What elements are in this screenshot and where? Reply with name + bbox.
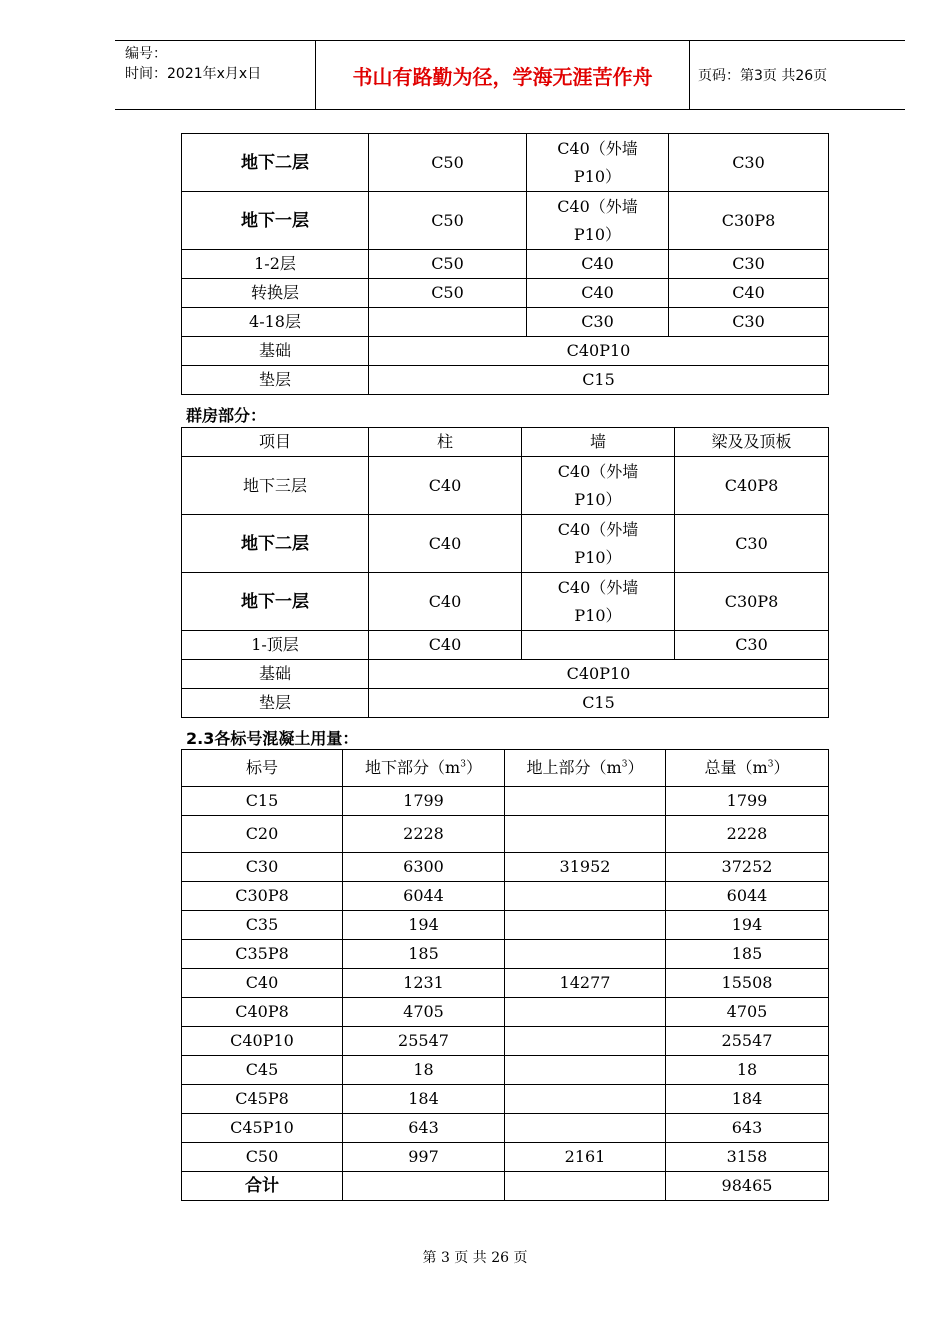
beam-grade: C30 <box>669 134 829 192</box>
wall-grade: C30 <box>527 308 669 337</box>
table-header-row <box>182 428 829 457</box>
volume-cell: 98465 <box>666 1172 829 1201</box>
table-row <box>182 689 829 718</box>
header-cell: 标号 <box>182 750 343 787</box>
wall-grade: C40（外墙 P10） <box>527 192 669 250</box>
table-row <box>182 1027 829 1056</box>
volume-cell <box>505 1172 666 1201</box>
header-cell: 墙 <box>522 428 675 457</box>
wall-grade: C40（外墙 P10） <box>522 515 675 573</box>
volume-cell <box>505 1056 666 1085</box>
table-row <box>182 853 829 882</box>
column-grade: C50 <box>369 192 527 250</box>
page-footer: 第 3 页 共 26 页 <box>422 1250 528 1266</box>
concrete-usage-table <box>181 749 829 1201</box>
table-row <box>182 1085 829 1114</box>
header-cell: 地上部分$(m^3)$ <box>505 750 666 787</box>
table-row <box>182 787 829 816</box>
header-motto: 书山有路勤为径，学海无涯苦作舟 <box>316 41 690 109</box>
grade-label: C40 <box>182 969 343 998</box>
grade-label: C20 <box>182 816 343 853</box>
column-grade: C50 <box>369 279 527 308</box>
floor-label: 1-2层 <box>182 250 369 279</box>
table-row <box>182 308 829 337</box>
volume-cell: 6300 <box>343 853 505 882</box>
document-time: 时间：2021年x月x日 <box>125 66 262 82</box>
page-header <box>115 40 905 110</box>
wall-grade: C40（外墙 P10） <box>527 134 669 192</box>
volume-cell: 3158 <box>666 1143 829 1172</box>
table-row <box>182 573 829 631</box>
volume-cell: 194 <box>343 911 505 940</box>
volume-cell: 6044 <box>343 882 505 911</box>
floor-label: 地下一层 <box>182 192 369 250</box>
table-row <box>182 816 829 853</box>
floor-label: 转换层 <box>182 279 369 308</box>
volume-cell: 4705 <box>666 998 829 1027</box>
beam-grade: C30 <box>669 250 829 279</box>
merged-grade: C15 <box>369 689 829 718</box>
header-cell: 梁及及顶板 <box>675 428 829 457</box>
table-row <box>182 366 829 395</box>
section-heading-usage: 2.3各标号混凝土用量： <box>186 729 359 748</box>
header-cell: 项目 <box>182 428 369 457</box>
volume-cell: 18 <box>666 1056 829 1085</box>
table-row <box>182 969 829 998</box>
volume-cell: 194 <box>666 911 829 940</box>
beam-grade: C30 <box>669 308 829 337</box>
beam-grade: C30P8 <box>669 192 829 250</box>
volume-cell: 185 <box>666 940 829 969</box>
column-grade: C40 <box>369 457 522 515</box>
wall-grade: C40 <box>527 250 669 279</box>
volume-cell: 1799 <box>666 787 829 816</box>
header-cell: 柱 <box>369 428 522 457</box>
header-meta <box>115 41 316 109</box>
column-grade: C40 <box>369 573 522 631</box>
floor-label: 基础 <box>182 337 369 366</box>
volume-cell <box>343 1172 505 1201</box>
merged-grade: C40P10 <box>369 660 829 689</box>
volume-cell: 643 <box>343 1114 505 1143</box>
header-cell: 地下部分$(m^3)$ <box>343 750 505 787</box>
volume-cell <box>505 787 666 816</box>
floor-label: 地下三层 <box>182 457 369 515</box>
table-row <box>182 192 829 250</box>
volume-cell <box>505 1085 666 1114</box>
wall-grade: C40（外墙 P10） <box>522 457 675 515</box>
wall-grade <box>522 631 675 660</box>
table-row <box>182 1172 829 1201</box>
floor-label: 垫层 <box>182 366 369 395</box>
volume-cell: 1799 <box>343 787 505 816</box>
grade-label: C45P10 <box>182 1114 343 1143</box>
volume-cell: 2228 <box>343 816 505 853</box>
wall-grade: C40 <box>527 279 669 308</box>
table-row <box>182 515 829 573</box>
table-row <box>182 911 829 940</box>
volume-cell <box>505 816 666 853</box>
grade-label: C15 <box>182 787 343 816</box>
table-header-row <box>182 750 829 787</box>
podium-concrete-table <box>181 427 829 718</box>
grade-label: C45P8 <box>182 1085 343 1114</box>
grade-label: C35 <box>182 911 343 940</box>
grade-label: C50 <box>182 1143 343 1172</box>
table-row <box>182 1114 829 1143</box>
volume-cell <box>505 882 666 911</box>
table-row <box>182 1056 829 1085</box>
volume-cell: 184 <box>666 1085 829 1114</box>
volume-cell <box>505 911 666 940</box>
volume-cell: 18 <box>343 1056 505 1085</box>
column-grade <box>369 308 527 337</box>
volume-cell: 2228 <box>666 816 829 853</box>
floor-label: 地下一层 <box>182 573 369 631</box>
column-grade: C40 <box>369 515 522 573</box>
header-page-label: 页码：第3页 共26页 <box>698 68 828 84</box>
floor-label: 4-18层 <box>182 308 369 337</box>
table-row <box>182 882 829 911</box>
volume-cell <box>505 940 666 969</box>
volume-cell: 6044 <box>666 882 829 911</box>
beam-grade: C30 <box>675 631 829 660</box>
volume-cell: 25547 <box>343 1027 505 1056</box>
column-grade: C40 <box>369 631 522 660</box>
volume-cell: 15508 <box>666 969 829 998</box>
volume-cell <box>505 998 666 1027</box>
grade-label: C40P8 <box>182 998 343 1027</box>
beam-grade: C30P8 <box>675 573 829 631</box>
grade-label: C45 <box>182 1056 343 1085</box>
floor-label: 垫层 <box>182 689 369 718</box>
column-grade: C50 <box>369 134 527 192</box>
floor-label: 基础 <box>182 660 369 689</box>
volume-cell: 4705 <box>343 998 505 1027</box>
header-cell: 总量$(m^3)$ <box>666 750 829 787</box>
volume-cell: 2161 <box>505 1143 666 1172</box>
section-heading-podium: 群房部分： <box>186 406 267 425</box>
table-row <box>182 250 829 279</box>
table-row <box>182 134 829 192</box>
volume-cell: 25547 <box>666 1027 829 1056</box>
table-row <box>182 940 829 969</box>
volume-cell <box>505 1027 666 1056</box>
merged-grade: C15 <box>369 366 829 395</box>
table-row <box>182 279 829 308</box>
volume-cell: 643 <box>666 1114 829 1143</box>
volume-cell: 997 <box>343 1143 505 1172</box>
table-row <box>182 1143 829 1172</box>
volume-cell: 31952 <box>505 853 666 882</box>
table-row <box>182 457 829 515</box>
grade-label: C35P8 <box>182 940 343 969</box>
table-row <box>182 998 829 1027</box>
floor-label: 地下二层 <box>182 515 369 573</box>
table-row <box>182 631 829 660</box>
volume-cell: 37252 <box>666 853 829 882</box>
volume-cell: 1231 <box>343 969 505 998</box>
beam-grade: C40P8 <box>675 457 829 515</box>
floor-label: 地下二层 <box>182 134 369 192</box>
grade-label: C30P8 <box>182 882 343 911</box>
column-grade: C50 <box>369 250 527 279</box>
floor-label: 1-顶层 <box>182 631 369 660</box>
grade-label: 合计 <box>182 1172 343 1201</box>
volume-cell: 185 <box>343 940 505 969</box>
volume-cell <box>505 1114 666 1143</box>
volume-cell: 184 <box>343 1085 505 1114</box>
volume-cell: 14277 <box>505 969 666 998</box>
document-number: 编号： <box>125 46 167 62</box>
beam-grade: C40 <box>669 279 829 308</box>
beam-grade: C30 <box>675 515 829 573</box>
merged-grade: C40P10 <box>369 337 829 366</box>
table-row <box>182 660 829 689</box>
main-building-concrete-table <box>181 133 829 395</box>
wall-grade: C40（外墙 P10） <box>522 573 675 631</box>
grade-label: C40P10 <box>182 1027 343 1056</box>
table-row <box>182 337 829 366</box>
grade-label: C30 <box>182 853 343 882</box>
